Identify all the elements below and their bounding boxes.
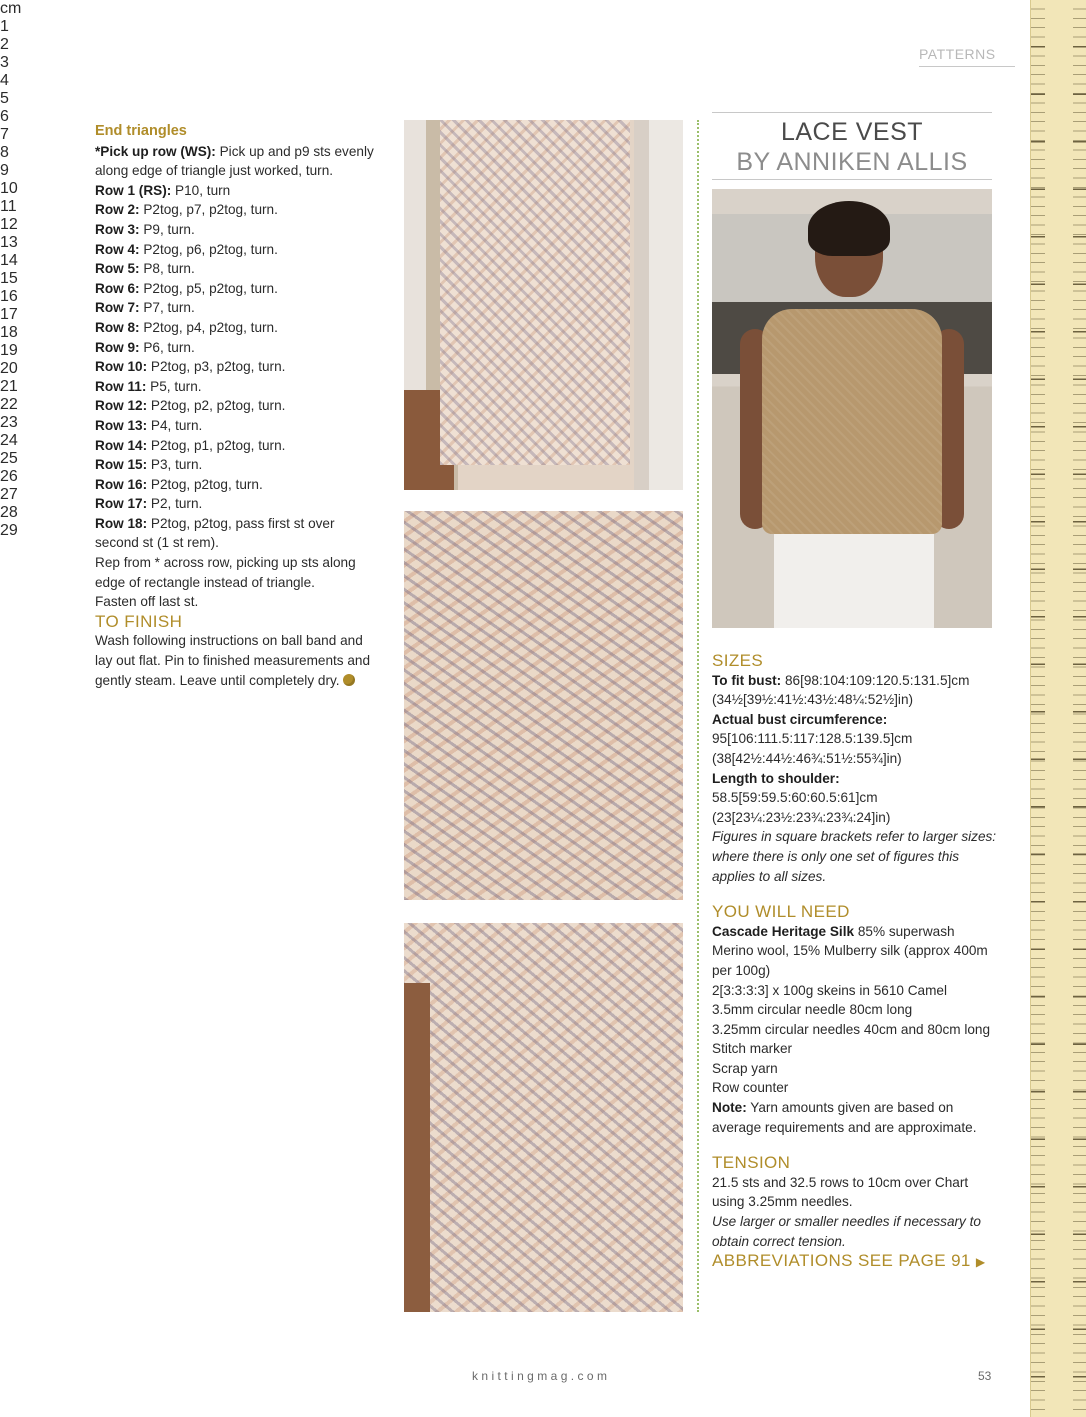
tension-note: Use larger or smaller needles if necessary to obtain correct tension. [712, 1214, 981, 1249]
pattern-row: Row 8: P2tog, p4, p2tog, turn. [95, 319, 278, 335]
pattern-row: Row 6: P2tog, p5, p2tog, turn. [95, 280, 278, 296]
pattern-row: Row 4: P2tog, p6, p2tog, turn. [95, 241, 278, 257]
side-table [404, 983, 430, 1312]
ruler-number: 11 [0, 198, 17, 215]
material-item: Stitch marker [712, 1041, 793, 1057]
ruler-number: 8 [0, 144, 9, 161]
ruler-number: 26 [0, 468, 18, 485]
ruler-number: 16 [0, 288, 18, 305]
pattern-row: Row 9: P6, turn. [95, 339, 195, 355]
ruler-number: 5 [0, 90, 9, 107]
pattern-row: Row 11: P5, turn. [95, 378, 202, 394]
pattern-designer: BY ANNIKEN ALLIS [736, 148, 968, 176]
pattern-row: Row 18: P2tog, p2tog, pass first st over second st (1 st rem). [95, 515, 335, 551]
pattern-row: Row 14: P2tog, p1, p2tog, turn. [95, 437, 286, 453]
ruler-number: 19 [0, 342, 18, 359]
lace-vest [762, 309, 942, 534]
material-item: 3.25mm circular needles 40cm and 80cm long [712, 1021, 991, 1037]
abbreviations-link[interactable]: ABBREVIATIONS SEE PAGE 91 ▶ [712, 1251, 986, 1271]
ruler-number: 12 [0, 216, 18, 233]
pattern-row: Row 13: P4, turn. [95, 417, 203, 433]
pattern-row: Row 16: P2tog, p2tog, turn. [95, 476, 263, 492]
measuring-ruler [1030, 0, 1086, 1417]
repeat-instruction: Rep from * across row, picking up sts along edge of rectangle instead of triangle. [95, 555, 356, 590]
ruler-number: 29 [0, 522, 18, 539]
yarn-note: Note: Yarn amounts given are based on average requirements and are approximate. [712, 1100, 977, 1135]
yarn-ball-icon [343, 674, 355, 686]
sizes-heading: SIZES [712, 651, 764, 670]
ruler-number: 13 [0, 234, 18, 251]
pattern-row: Row 15: P3, turn. [95, 457, 203, 473]
ruler-number: 27 [0, 486, 18, 503]
model-trousers [774, 519, 934, 628]
tension-text: 21.5 sts and 32.5 rows to 10cm over Chart using 3.25mm needles. [712, 1174, 969, 1210]
ruler-number: 17 [0, 306, 18, 323]
ruler-number: 7 [0, 126, 9, 143]
materials-list [712, 981, 997, 1099]
knit-closeup-photo-middle [404, 511, 683, 900]
material-item: Scrap yarn [712, 1060, 778, 1076]
end-triangles-column [95, 122, 380, 690]
ruler-number: 20 [0, 360, 18, 377]
length-label: Length to shoulder: [712, 770, 840, 786]
end-triangles-heading: End triangles [95, 123, 187, 139]
ruler-number: 24 [0, 432, 18, 449]
pattern-row: Row 1 (RS): P10, turn [95, 182, 231, 198]
knit-panel-photo-top [404, 120, 683, 490]
material-item: Row counter [712, 1080, 789, 1096]
ruler-number: 28 [0, 504, 18, 521]
pattern-title-block [712, 112, 992, 180]
ruler-number: 1 [0, 18, 9, 35]
pattern-row: Row 17: P2, turn. [95, 496, 203, 512]
ruler-number: 10 [0, 180, 18, 197]
column-divider [697, 120, 699, 1312]
arrow-right-icon: ▶ [975, 1255, 986, 1270]
material-item: 3.5mm circular needle 80cm long [712, 1002, 913, 1018]
yarn-spec: Cascade Heritage Silk 85% superwash Merino wool, 15% Mulberry silk (approx 400m per 100g) [712, 923, 988, 978]
rows-list [95, 142, 380, 553]
fasten-instruction: Fasten off last st. [95, 594, 199, 610]
ruler-number: 23 [0, 414, 18, 431]
pattern-row: Row 5: P8, turn. [95, 261, 195, 277]
material-item: 2[3:3:3:3] x 100g skeins in 5610 Camel [712, 982, 948, 998]
actual-bust-value: 95[106:111.5:117:128.5:139.5]cm (38[42½:44½:46¾:51½:55¾]in) [712, 731, 913, 766]
ruler-number: 22 [0, 396, 18, 413]
ruler-number: 21 [0, 378, 18, 395]
section-tag: PATTERNS [919, 46, 1015, 67]
to-finish-heading: TO FINISH [95, 611, 183, 631]
finish-instruction: Wash following instructions on ball band and lay out flat. Pin to finished measurements and gently steam. Leave until completely dry. [95, 633, 371, 688]
ruler-number: 15 [0, 270, 18, 287]
model-photo [712, 189, 992, 628]
knitted-fabric [440, 120, 630, 465]
ruler-number: 6 [0, 108, 9, 125]
pattern-row: Row 7: P7, turn. [95, 300, 195, 316]
knit-closeup-photo-bottom [404, 923, 683, 1312]
pattern-row: *Pick up row (WS): Pick up and p9 sts evenly along edge of triangle just worked, turn. [95, 143, 374, 179]
you-will-need-heading: YOU WILL NEED [712, 902, 850, 922]
sizes-note: Figures in square brackets refer to larger sizes: where there is only one set of figures this applies to all sizes. [712, 829, 997, 884]
pattern-title: LACE VEST [780, 118, 924, 146]
fit-bust: To fit bust: 86[98:104:109:120.5:131.5]cm (34½[39½:41½:43½:48¼:52½]in) [712, 672, 970, 708]
ruler-number: 2 [0, 36, 9, 53]
model-hair [808, 201, 890, 256]
actual-bust-label: Actual bust circumference: [712, 711, 888, 727]
ruler-number: 9 [0, 162, 9, 179]
ruler-number: 3 [0, 54, 9, 71]
pattern-details-column [712, 651, 997, 1273]
pattern-row: Row 3: P9, turn. [95, 221, 195, 237]
footer-website: knittingmag.com [472, 1369, 611, 1383]
pattern-row: Row 10: P2tog, p3, p2tog, turn. [95, 359, 286, 375]
pattern-row: Row 2: P2tog, p7, p2tog, turn. [95, 202, 278, 218]
ruler-number: 14 [0, 252, 18, 269]
length-value: 58.5[59:59.5:60:60.5:61]cm (23[23¼:23½:23¾:23¾:24]in) [712, 790, 891, 825]
pattern-row: Row 12: P2tog, p2, p2tog, turn. [95, 398, 286, 414]
ruler-unit-label: cm [0, 0, 22, 17]
ruler-number: 25 [0, 450, 18, 467]
ruler-ticks [1031, 0, 1086, 1417]
page-number: 53 [978, 1369, 992, 1383]
tension-heading: TENSION [712, 1153, 791, 1173]
ruler-number: 4 [0, 72, 9, 89]
ruler-number: 18 [0, 324, 18, 341]
